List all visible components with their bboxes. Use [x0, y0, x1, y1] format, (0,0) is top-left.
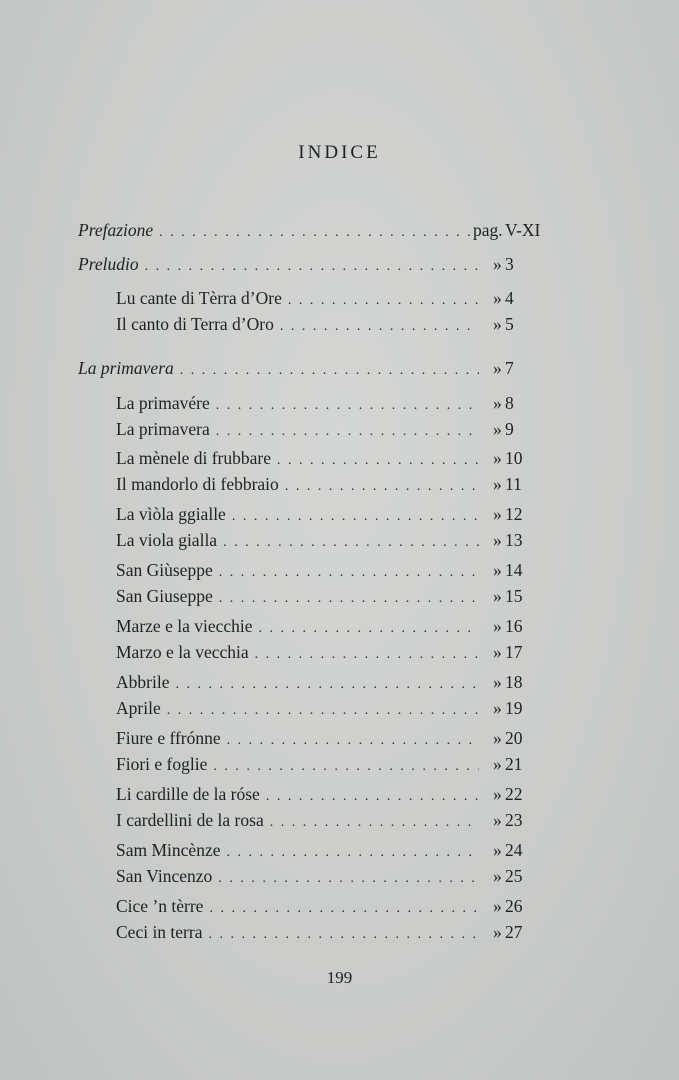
toc-entry	[116, 286, 485, 310]
toc-entry-page: 22	[505, 784, 523, 804]
toc-entry	[116, 920, 485, 944]
toc-entry	[116, 640, 485, 664]
toc-entry-page: 5	[505, 314, 514, 334]
toc-entry	[116, 312, 485, 336]
ditto-mark: »	[493, 504, 502, 524]
toc-entry-label: San Giuseppe	[116, 586, 213, 606]
toc-entry-label: San Vincenzo	[116, 866, 213, 886]
leader-dots	[226, 841, 479, 865]
toc-entry	[116, 864, 485, 888]
ditto-mark: »	[493, 586, 502, 606]
toc-entry-page: 3	[505, 254, 514, 274]
toc-entry	[116, 528, 485, 552]
toc-entry	[116, 558, 485, 582]
leader-dots	[216, 420, 479, 444]
leader-dots	[218, 867, 479, 891]
ditto-mark: »	[493, 448, 502, 468]
leader-dots	[277, 449, 479, 473]
toc-entry	[116, 894, 485, 918]
toc-entry-label: La mènele di frubbare	[116, 448, 271, 468]
ditto-mark: »	[493, 840, 502, 860]
leader-dots	[266, 785, 479, 809]
toc-entry-label: La viola gialla	[116, 530, 218, 550]
leader-dots	[285, 475, 479, 499]
ditto-mark: »	[493, 314, 502, 334]
toc-entry	[116, 696, 485, 720]
toc-entry-label: Fiori e foglie	[116, 754, 208, 774]
toc-entry	[116, 502, 485, 526]
toc-entry-page: 14	[505, 560, 523, 580]
ditto-mark: »	[493, 530, 502, 550]
ditto-mark: »	[493, 896, 502, 916]
toc-entry-label: La primavére	[116, 393, 210, 413]
leader-dots	[270, 811, 479, 835]
toc-entry-page: 26	[505, 896, 523, 916]
ditto-mark: »	[493, 698, 502, 718]
toc-entry	[116, 614, 485, 638]
toc-entry-label: San Giùseppe	[116, 560, 213, 580]
ditto-mark: »	[493, 288, 502, 308]
toc-entry-page: 8	[505, 393, 514, 413]
page-number: 199	[326, 968, 353, 987]
toc-entry-page: 11	[505, 474, 522, 494]
leader-dots	[159, 221, 470, 245]
ditto-mark: »	[493, 254, 502, 274]
toc-entry	[116, 670, 485, 694]
toc-entry-label: Sam Mincènze	[116, 840, 221, 860]
toc-entry-label: Prefazione	[78, 220, 154, 240]
ditto-mark: »	[493, 728, 502, 748]
leader-dots	[180, 359, 479, 383]
ditto-mark: »	[493, 419, 502, 439]
toc-entry-label: Fiure e ffrónne	[116, 728, 221, 748]
toc-entry-page: 4	[505, 288, 514, 308]
toc-entry-page: 12	[505, 504, 523, 524]
ditto-mark: »	[493, 393, 502, 413]
toc-entry	[116, 391, 485, 415]
toc-entry	[116, 584, 485, 608]
toc-entry	[116, 472, 485, 496]
ditto-mark: »	[493, 560, 502, 580]
toc-entry	[78, 356, 485, 380]
toc-entry-label: Aprile	[116, 698, 161, 718]
toc-entry-page: 13	[505, 530, 523, 550]
leader-dots	[259, 617, 479, 641]
toc-entry-label: La vìòla ggialle	[116, 504, 226, 524]
toc-entry	[78, 218, 476, 242]
toc-entry-label: Cice ’n tèrre	[116, 896, 204, 916]
toc-entry-label: La primavera	[116, 419, 210, 439]
leader-dots	[232, 505, 479, 529]
toc-entry-page: 25	[505, 866, 523, 886]
toc-entry-label: Li cardille de la róse	[116, 784, 260, 804]
toc-entry-label: Il canto di Terra d’Oro	[116, 314, 274, 334]
ditto-mark: »	[493, 474, 502, 494]
ditto-mark: »	[493, 922, 502, 942]
toc-entry-page: 9	[505, 419, 514, 439]
leader-dots	[280, 315, 479, 339]
leader-dots	[223, 531, 479, 555]
toc-entry-label: I cardellini de la rosa	[116, 810, 264, 830]
toc-entry	[116, 838, 485, 862]
toc-entry-page: 17	[505, 642, 523, 662]
ditto-mark: »	[493, 672, 502, 692]
toc-entry-label: Marze e la viecchie	[116, 616, 253, 636]
toc-entry	[116, 782, 485, 806]
leader-dots	[219, 587, 479, 611]
toc-entry	[116, 446, 485, 470]
leader-dots	[175, 673, 479, 697]
toc-entry-page: 10	[505, 448, 523, 468]
leader-dots	[216, 394, 479, 418]
leader-dots	[227, 729, 479, 753]
ditto-mark: »	[493, 642, 502, 662]
leader-dots	[255, 643, 479, 667]
toc-entry-page: V-XI	[505, 220, 541, 240]
toc-entry	[116, 752, 485, 776]
toc-entry-page: 15	[505, 586, 523, 606]
leader-dots	[219, 561, 479, 585]
ditto-mark: »	[493, 754, 502, 774]
ditto-mark: »	[493, 866, 502, 886]
toc-entry-label: Il mandorlo di febbraio	[116, 474, 279, 494]
ditto-mark: »	[493, 810, 502, 830]
toc-entry-page: 27	[505, 922, 523, 942]
toc-entry-label: Marzo e la vecchia	[116, 642, 249, 662]
toc-entry	[116, 417, 485, 441]
toc-entry-label: Lu cante di Tèrra d’Ore	[116, 288, 282, 308]
toc-entry	[116, 726, 485, 750]
toc-entry	[78, 252, 485, 276]
toc-entry	[116, 808, 485, 832]
toc-entry-page: 16	[505, 616, 523, 636]
ditto-mark: »	[493, 784, 502, 804]
index-heading: INDICE	[298, 142, 381, 163]
toc-entry-page: 19	[505, 698, 523, 718]
toc-entry-label: La primavera	[78, 358, 174, 378]
ditto-mark: »	[493, 358, 502, 378]
toc-entry-label: Preludio	[78, 254, 139, 274]
toc-entry-page: 7	[505, 358, 514, 378]
leader-dots	[167, 699, 479, 723]
toc-entry-page: 23	[505, 810, 523, 830]
toc-entry-page: 18	[505, 672, 523, 692]
toc-entry-page: 21	[505, 754, 523, 774]
leader-dots	[288, 289, 479, 313]
ditto-mark: »	[493, 616, 502, 636]
page-prefix: pag.	[473, 220, 503, 240]
toc-entry-label: Ceci in terra	[116, 922, 203, 942]
leader-dots	[209, 897, 479, 921]
leader-dots	[213, 755, 479, 779]
toc-entry-label: Abbrile	[116, 672, 170, 692]
toc-entry-page: 20	[505, 728, 523, 748]
toc-entry-page: 24	[505, 840, 523, 860]
leader-dots	[208, 923, 479, 947]
leader-dots	[145, 255, 479, 279]
